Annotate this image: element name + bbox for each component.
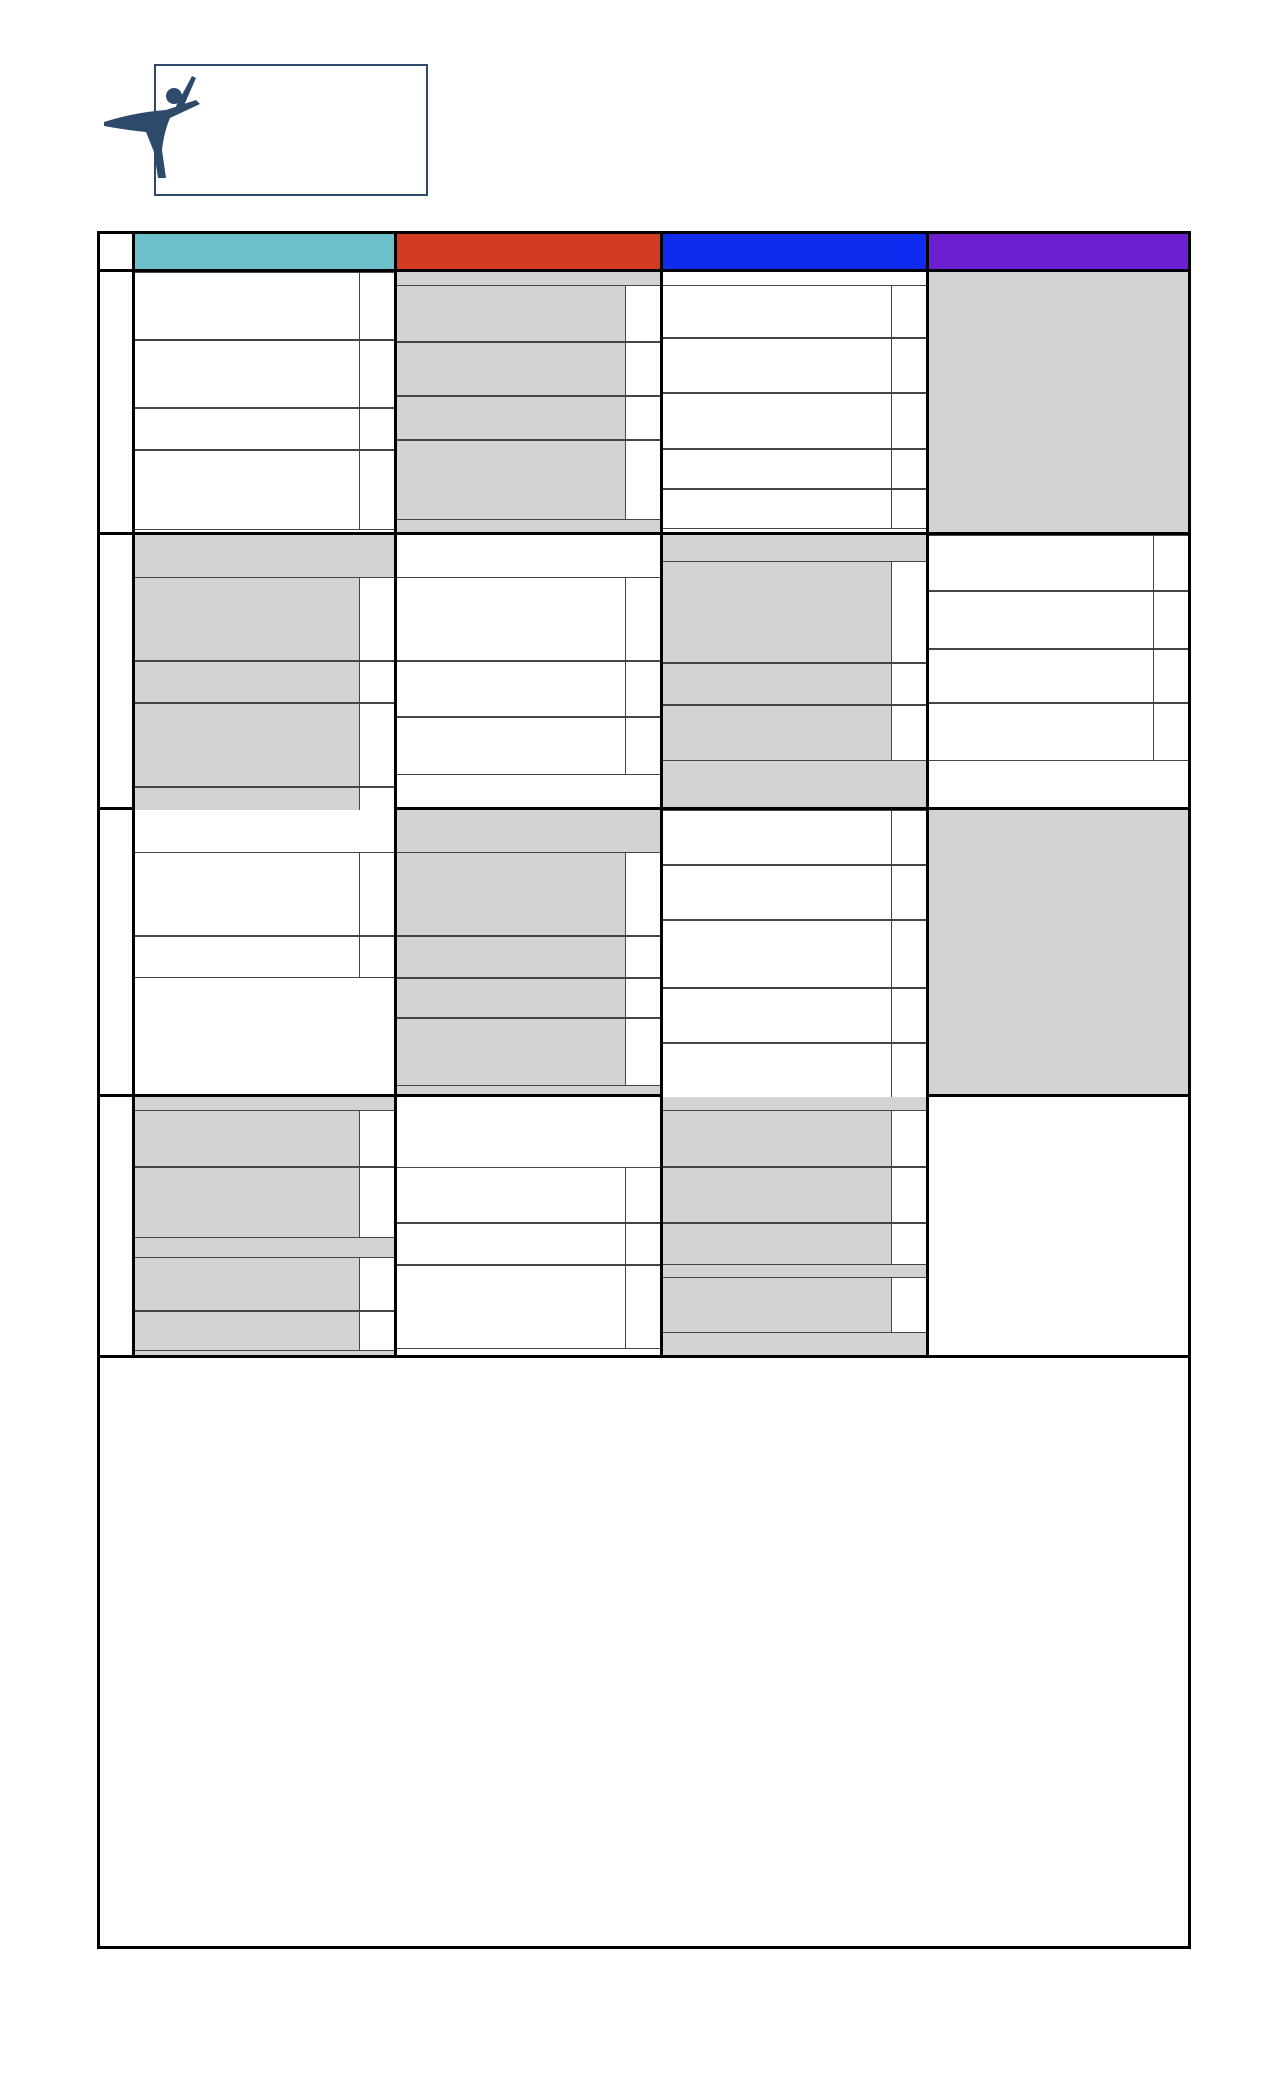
section-note [135, 978, 394, 1090]
class-cell[interactable] [135, 852, 394, 936]
instructor-initials [1153, 704, 1188, 760]
day-label-cell-monday [100, 272, 132, 535]
schedule-table [97, 231, 1191, 1949]
instructor-initials [891, 1111, 926, 1166]
instructor-initials [891, 866, 926, 919]
instructor-initials [359, 1312, 394, 1350]
class-text [397, 718, 626, 774]
class-text [663, 1044, 892, 1097]
class-text [135, 273, 360, 339]
class-text [663, 1224, 892, 1264]
instructor-initials [359, 662, 394, 702]
class-cell[interactable] [663, 988, 926, 1043]
class-text [663, 706, 892, 760]
thursday-studio-b [394, 1097, 660, 1358]
class-cell[interactable] [929, 535, 1188, 591]
class-cell[interactable] [135, 1167, 394, 1238]
class-cell[interactable] [663, 1043, 926, 1098]
title-block [540, 72, 1030, 76]
class-cell[interactable] [135, 1311, 394, 1351]
class-text [135, 1168, 360, 1237]
academy-logo [96, 60, 431, 200]
class-text [135, 853, 360, 935]
class-cell[interactable] [397, 661, 660, 717]
class-cell[interactable] [397, 1265, 660, 1349]
class-cell[interactable] [135, 1257, 394, 1311]
instructor-initials [625, 718, 660, 774]
class-cell[interactable] [929, 649, 1188, 703]
class-cell[interactable] [397, 936, 660, 978]
instructor-initials [359, 853, 394, 935]
instructor-initials [1153, 536, 1188, 590]
class-text [929, 592, 1154, 648]
thursday-studio-c [660, 1097, 926, 1358]
instructor-initials [359, 341, 394, 407]
class-text [135, 578, 360, 660]
class-text [929, 650, 1154, 702]
class-cell[interactable] [663, 561, 926, 663]
class-text [663, 811, 892, 864]
class-text [663, 562, 892, 662]
class-cell[interactable] [929, 591, 1188, 649]
class-cell[interactable] [663, 489, 926, 529]
tuesday-studio-c [660, 535, 926, 810]
instructor-initials [359, 937, 394, 977]
class-cell[interactable] [663, 449, 926, 489]
class-cell[interactable] [397, 978, 660, 1018]
class-text [397, 343, 626, 395]
instructor-initials [891, 989, 926, 1042]
instructor-initials [625, 1168, 660, 1222]
instructor-initials [625, 937, 660, 977]
instructor-initials [1153, 650, 1188, 702]
class-cell[interactable] [135, 408, 394, 450]
class-text [663, 394, 892, 448]
tuesday-studio-a [132, 535, 394, 810]
class-cell[interactable] [135, 661, 394, 703]
instructor-initials [625, 1266, 660, 1348]
class-cell[interactable] [929, 703, 1188, 761]
instructor-initials [891, 490, 926, 528]
class-text [929, 536, 1154, 590]
class-text [135, 662, 360, 702]
class-text [135, 1258, 360, 1310]
class-cell[interactable] [135, 936, 394, 978]
class-text [135, 409, 360, 449]
instructor-initials [359, 578, 394, 660]
instructor-initials [359, 409, 394, 449]
instructor-initials [625, 343, 660, 395]
instructor-initials [891, 706, 926, 760]
monday-studio-b [394, 272, 660, 535]
class-cell[interactable] [663, 393, 926, 449]
class-cell[interactable] [663, 810, 926, 865]
class-cell[interactable] [663, 285, 926, 338]
instructor-initials [891, 339, 926, 392]
class-text [663, 866, 892, 919]
class-text [663, 339, 892, 392]
instructor-initials [891, 286, 926, 337]
instructor-initials [891, 1224, 926, 1264]
class-cell[interactable] [397, 440, 660, 520]
instructor-initials [891, 450, 926, 488]
class-text [929, 704, 1154, 760]
wednesday-studio-d [926, 810, 1188, 1097]
instructor-initials [891, 811, 926, 864]
studio-header-b [394, 234, 660, 272]
class-text [135, 937, 360, 977]
class-text [397, 1168, 626, 1222]
footer-contact [470, 1978, 835, 1980]
class-text [397, 979, 626, 1017]
class-cell[interactable] [663, 1223, 926, 1265]
class-cell[interactable] [663, 1110, 926, 1167]
class-cell[interactable] [135, 703, 394, 787]
instructor-initials [625, 397, 660, 439]
instructor-initials [625, 286, 660, 341]
instructor-initials [891, 1168, 926, 1222]
class-cell[interactable] [663, 338, 926, 393]
wednesday-studio-a [132, 810, 394, 1097]
class-text [135, 1312, 360, 1350]
class-text [397, 286, 626, 341]
instructor-initials [625, 979, 660, 1017]
class-text [663, 286, 892, 337]
class-text [663, 921, 892, 987]
logo-frame [154, 64, 428, 196]
class-text [397, 578, 626, 660]
studio-header-c [660, 234, 926, 272]
instructor-initials [625, 578, 660, 660]
class-text [135, 341, 360, 407]
class-cell[interactable] [135, 272, 394, 340]
class-text [135, 451, 360, 529]
thursday-studio-d [926, 1097, 1188, 1358]
class-cell[interactable] [397, 396, 660, 440]
instructor-initials [359, 704, 394, 786]
class-cell[interactable] [397, 1223, 660, 1265]
class-cell[interactable] [397, 717, 660, 775]
class-cell[interactable] [135, 340, 394, 408]
studio-header-d [926, 234, 1188, 272]
class-cell[interactable] [663, 1167, 926, 1223]
class-text [135, 1111, 360, 1166]
instructor-initials [625, 662, 660, 716]
instructor-initials [891, 1278, 926, 1332]
class-text [663, 450, 892, 488]
instructor-initials [625, 853, 660, 935]
instructor-initials [1153, 592, 1188, 648]
instructor-initials [891, 394, 926, 448]
class-text [663, 490, 892, 528]
tuesday-studio-d [926, 535, 1188, 810]
instructor-initials [891, 562, 926, 662]
class-cell[interactable] [663, 705, 926, 761]
class-cell[interactable] [135, 1110, 394, 1167]
instructor-initials [891, 1044, 926, 1097]
thursday-studio-a [132, 1097, 394, 1358]
class-text [397, 937, 626, 977]
class-cell[interactable] [397, 285, 660, 342]
instructor-initials [359, 451, 394, 529]
class-cell[interactable] [397, 1167, 660, 1223]
instructor-initials [359, 273, 394, 339]
day-label-cell-tuesday [100, 535, 132, 810]
class-text [135, 704, 360, 786]
class-text [663, 1278, 892, 1332]
class-text [663, 664, 892, 704]
studio-header-a [132, 234, 394, 272]
class-text [397, 1224, 626, 1264]
instructor-initials [891, 664, 926, 704]
class-cell[interactable] [135, 450, 394, 530]
class-cell[interactable] [663, 663, 926, 705]
instructor-initials [359, 1258, 394, 1310]
class-cell[interactable] [135, 577, 394, 661]
class-cell[interactable] [397, 1018, 660, 1086]
class-cell[interactable] [397, 852, 660, 936]
class-cell[interactable] [663, 920, 926, 988]
day-label-cell-wednesday [100, 810, 132, 1097]
class-text [397, 1019, 626, 1085]
header-corner [100, 234, 132, 272]
class-text [663, 989, 892, 1042]
class-cell[interactable] [663, 1277, 926, 1333]
monday-studio-c [660, 272, 926, 535]
instructor-initials [891, 921, 926, 987]
class-cell[interactable] [663, 865, 926, 920]
class-text [397, 397, 626, 439]
instructor-initials [625, 1224, 660, 1264]
class-cell[interactable] [397, 342, 660, 396]
class-text [663, 1111, 892, 1166]
class-text [397, 662, 626, 716]
tuesday-studio-b [394, 535, 660, 810]
wednesday-studio-c [660, 810, 926, 1097]
monday-studio-a [132, 272, 394, 535]
day-label-cell-thursday [100, 1097, 132, 1358]
instructor-initials [359, 1168, 394, 1237]
monday-studio-d [926, 272, 1188, 535]
class-text [397, 441, 626, 519]
instructor-initials [359, 1111, 394, 1166]
class-text [397, 1266, 626, 1348]
instructor-initials [625, 441, 660, 519]
class-cell[interactable] [397, 577, 660, 661]
wednesday-studio-b [394, 810, 660, 1097]
class-text [397, 853, 626, 935]
class-text [663, 1168, 892, 1222]
instructor-initials [625, 1019, 660, 1085]
